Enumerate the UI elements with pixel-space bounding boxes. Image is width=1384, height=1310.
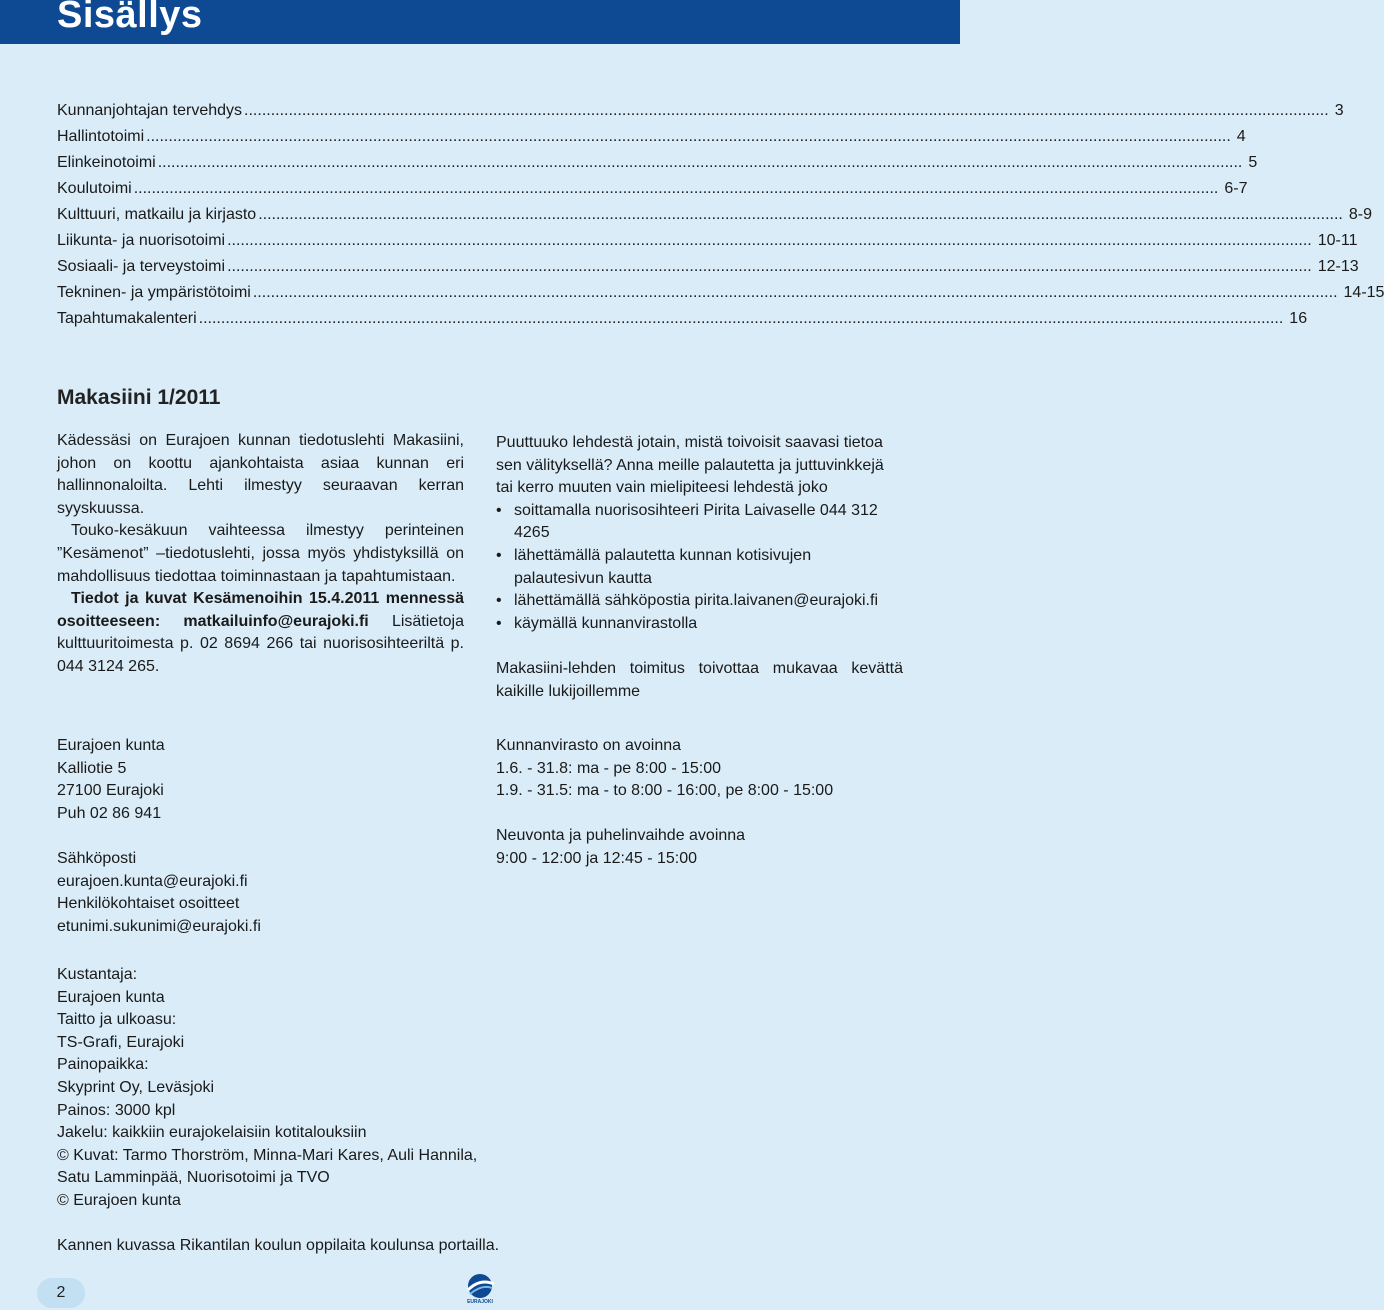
- toc-entry-page: 8-9: [1348, 206, 1372, 223]
- toc-row[interactable]: [57, 204, 1372, 230]
- office-hours-summer: 1.6. - 31.8: ma - pe 8:00 - 15:00: [496, 759, 722, 777]
- contact-street: Kalliotie 5: [57, 759, 127, 777]
- toc-entry-page: 3: [1334, 102, 1344, 119]
- contact-personal-label: Henkilökohtaiset osoitteet: [57, 895, 240, 913]
- toc-entry-title: Tapahtumakalenteri: [57, 310, 197, 327]
- toc-entry-page: 14-15: [1343, 284, 1384, 301]
- toc-entry-title: Hallintotoimi: [57, 128, 145, 145]
- toc-entry-title: Sosiaali- ja terveystoimi: [57, 258, 226, 275]
- toc-dot-leader: ....................................................................................................................................................................................................................................................: [157, 154, 1243, 171]
- deadline-rest-text: Lisätietoja kulttuuritoimesta p. 02 8694 266 tai nuorisosihteeriltä p. 044 3124 265.: [57, 612, 464, 675]
- page-title: Sisällys: [57, 0, 203, 36]
- closing-text: Makasiini-lehden toimitus toivottaa mukavaa kevättä kaikille lukijoillemme: [496, 659, 903, 700]
- toc-entry-title: Koulutoimi: [57, 180, 132, 197]
- colophon: [57, 964, 527, 1213]
- logo-text: EURAJOKI: [467, 1299, 493, 1305]
- cover-caption: Kannen kuvassa Rikantilan koulun oppilaita koulunsa portailla.: [57, 1237, 500, 1254]
- intro-paragraph: Kädessäsi on Eurajoen kunnan tiedotuslehti Makasiini, johon on koottu ajankohtaista asiaa kunnan eri hallinnonaloilta. Lehti ilmestyy seuraavan kerran syyskuussa.: [57, 432, 464, 517]
- toc-row[interactable]: [57, 256, 1359, 282]
- toc-entry-title: Elinkeinotoimi: [57, 154, 156, 171]
- contact-phone: Puh 02 86 941: [57, 804, 162, 822]
- toc-dot-leader: ....................................................................................................................................................................................................................................................: [258, 206, 1343, 223]
- toc-dot-leader: ....................................................................................................................................................................................................................................................: [146, 128, 1231, 145]
- office-hours-label: Kunnanvirasto on avoinna: [496, 737, 682, 754]
- spacer: [496, 803, 903, 826]
- toc-row[interactable]: [57, 282, 1384, 308]
- feedback-column: [496, 432, 903, 703]
- toc-row[interactable]: [57, 100, 1344, 126]
- colophon-line: Jakelu: kaikkiin eurajokelaisiin kotitalouksiin: [57, 1124, 367, 1142]
- toc-row[interactable]: [57, 178, 1248, 204]
- toc-entry-title: Kulttuuri, matkailu ja kirjasto: [57, 206, 257, 223]
- toc-entry-title: Kunnanjohtajan tervehdys: [57, 102, 243, 119]
- toc-entry-title: Tekninen- ja ympäristötoimi: [57, 284, 251, 301]
- colophon-line: Kustantaja:: [57, 966, 138, 983]
- toc-entry-title: Liikunta- ja nuorisotoimi: [57, 232, 226, 249]
- feedback-intro: Puuttuuko lehdestä jotain, mistä toivoisit saavasi tietoa sen välityksellä? Anna meille palautetta ja juttuvinkkejä tai kerro muuten vain mielipiteesi lehdestä joko: [496, 434, 884, 497]
- toc-dot-leader: ....................................................................................................................................................................................................................................................: [252, 284, 1338, 301]
- toc-row[interactable]: [57, 308, 1308, 334]
- switchboard-hours: 9:00 - 12:00 ja 12:45 - 15:00: [496, 849, 698, 867]
- toc-row[interactable]: [57, 126, 1246, 152]
- toc-dot-leader: ....................................................................................................................................................................................................................................................: [133, 180, 1219, 197]
- toc-dot-leader: ....................................................................................................................................................................................................................................................: [244, 102, 1329, 119]
- contact-org: Eurajoen kunta: [57, 737, 165, 754]
- header-bar: [0, 0, 960, 44]
- deadline-paragraph: [57, 588, 464, 678]
- office-hours-winter: 1.9. - 31.5: ma - to 8:00 - 16:00, pe 8:00 - 15:00: [496, 782, 834, 800]
- toc-entry-page: 10-11: [1317, 232, 1358, 249]
- deadline-bold-text: Tiedot ja kuvat Kesämenoihin 15.4.2011 mennessä osoitteeseen: matkailuinfo@eurajoki.fi: [57, 590, 464, 630]
- toc-entry-page: 5: [1248, 154, 1258, 171]
- toc-row[interactable]: [57, 230, 1358, 256]
- list-item: • käymällä kunnanvirastolla: [496, 613, 903, 636]
- toc-dot-leader: ....................................................................................................................................................................................................................................................: [227, 232, 1312, 249]
- list-item: • lähettämällä palautetta kunnan kotisivujen palautesivun kautta: [496, 545, 903, 590]
- contact-personal-format: etunimi.sukunimi@eurajoki.fi: [57, 917, 261, 935]
- toc-entry-page: 6-7: [1224, 180, 1248, 197]
- toc-entry-page: 16: [1289, 310, 1308, 327]
- spacer: [57, 825, 464, 848]
- colophon-line: Skyprint Oy, Leväsjoki: [57, 1078, 215, 1096]
- colophon-line: TS-Grafi, Eurajoki: [57, 1033, 185, 1051]
- colophon-line: Painopaikka:: [57, 1056, 149, 1074]
- colophon-line: Painos: 3000 kpl: [57, 1101, 176, 1119]
- logo-mark-icon: [458, 1272, 502, 1300]
- contact-email-link[interactable]: eurajoen.kunta@eurajoki.fi: [57, 872, 248, 890]
- kesamenot-paragraph: Touko-kesäkuun vaihteessa ilmestyy perinteinen ”Kesämenot” –tiedotuslehti, jossa myös yhdistyksillä on mahdollisuus tiedottaa toiminnastaan ja tapahtumistaan.: [57, 522, 464, 585]
- colophon-line: © Eurajoen kunta: [57, 1191, 181, 1209]
- table-of-contents: [57, 100, 1384, 334]
- contact-info: [57, 735, 464, 938]
- colophon-line: Eurajoen kunta: [57, 988, 165, 1006]
- page-number: 2: [37, 1278, 85, 1308]
- toc-dot-leader: ....................................................................................................................................................................................................................................................: [198, 310, 1284, 327]
- switchboard-label: Neuvonta ja puhelinvaihde avoinna: [496, 827, 746, 845]
- toc-entry-page: 12-13: [1317, 258, 1359, 275]
- colophon-line: © Kuvat: Tarmo Thorström, Minna-Mari Kares, Auli Hannila,: [57, 1146, 478, 1164]
- feedback-list: [496, 500, 903, 636]
- contact-postal: 27100 Eurajoki: [57, 782, 164, 800]
- eurajoki-logo-icon: [458, 1272, 502, 1308]
- list-item: • soittamalla nuorisosihteeri Pirita Laivaselle 044 312 4265: [496, 500, 903, 545]
- intro-column: [57, 430, 464, 679]
- list-item[interactable]: • lähettämällä sähköpostia pirita.laivanen@eurajoki.fi: [496, 590, 903, 613]
- colophon-line: Satu Lamminpää, Nuorisotoimi ja TVO: [57, 1169, 330, 1187]
- contact-email-label: Sähköposti: [57, 849, 137, 867]
- toc-dot-leader: ....................................................................................................................................................................................................................................................: [227, 258, 1312, 275]
- opening-hours: [496, 735, 903, 871]
- toc-row[interactable]: [57, 152, 1258, 178]
- colophon-line: Taitto ja ulkoasu:: [57, 1011, 177, 1029]
- toc-entry-page: 4: [1236, 128, 1246, 145]
- magazine-heading: Makasiini 1/2011: [57, 386, 221, 409]
